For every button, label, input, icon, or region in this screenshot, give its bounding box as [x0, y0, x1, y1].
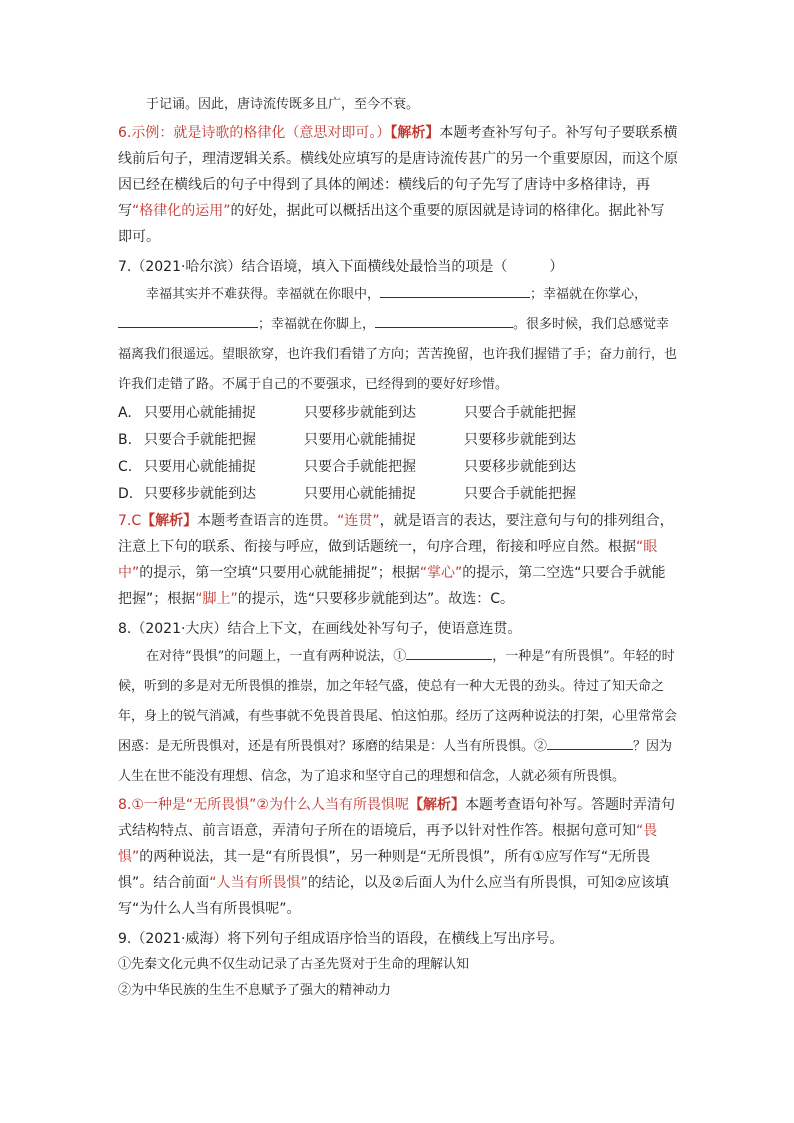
- option-item: 只要移步就能到达: [464, 432, 576, 448]
- q8-passage-part2: ，一种是“有所畏惧”。年轻的时候，听到的多是对无所畏惧的推崇，加之年轻气盛，使总有一种大无畏的劲头。待过了知天命之年，身上的锐气消减，有些事就不免畏首畏尾、怕这怕那。经历了这两种说法的打架，心里常常会困惑：是无所畏惧对，还是有所畏惧对？琢磨的结果是：人当有所畏惧。: [118, 649, 678, 754]
- option-item: 只要用心就能捕捉: [144, 405, 256, 421]
- option-item: 只要用心就能捕捉: [304, 432, 416, 448]
- option-item: 只要合手就能把握: [144, 432, 256, 448]
- q7-analysis: 的提示，选“只要移步就能到达”。故选：C。: [237, 591, 515, 607]
- q7-quote: “连贯”: [337, 513, 380, 529]
- q7-option-a[interactable]: [118, 400, 678, 427]
- q7-analysis: 的提示，第一空填“只要用心就能捕捉”；根据: [139, 565, 420, 581]
- q8-analysis: 本题考查语句补写。答题时弄清句式结构特点、前言语意，弄清句子所在的语境后，再予以针对性作答。根据句意可知: [118, 797, 675, 839]
- q7-option-c[interactable]: [118, 454, 678, 481]
- q7-passage-part2: ；幸福就在你掌心，: [530, 287, 648, 302]
- option-item: 只要合手就能把握: [464, 486, 576, 502]
- q7-passage-part1: 幸福其实并不难获得。幸福就在你眼中，: [146, 287, 381, 302]
- q6-quote: “格律化的运用”: [132, 203, 231, 219]
- q7-option-b[interactable]: [118, 427, 678, 454]
- q7-blank-2[interactable]: [118, 311, 258, 328]
- q7-answer: [118, 508, 678, 612]
- q7-options: [118, 400, 678, 508]
- option-label: A.: [118, 405, 132, 421]
- option-item: 只要用心就能捕捉: [144, 459, 256, 475]
- option-label: C.: [118, 459, 133, 475]
- document-page: [118, 92, 678, 1004]
- q8-blank-2[interactable]: [547, 733, 633, 750]
- option-item: 只要用心就能捕捉: [304, 486, 416, 502]
- q8-answer: [118, 792, 678, 922]
- q8-passage-part4: ？因为人生在世不能没有理想、信念，为了追求和坚守自己的理想和信念，人就必须有所畏惧。: [118, 739, 673, 784]
- q8-quote: “畏惧”: [118, 823, 658, 865]
- q7-passage: [118, 280, 678, 400]
- q7-analysis: 本题考查语言的连贯。: [197, 513, 338, 529]
- q8-analysis: 的结论，以及②后面人为什么应当有所畏惧，可知②应该填写“为什么人当有所畏惧呢”。: [118, 875, 669, 917]
- q8-answer-text: 8.①一种是“无所畏惧”②为什么人当有所畏惧呢: [118, 797, 409, 813]
- q8-stem: 8.（2021·大庆）结合上下文，在画线处补写句子，使语意连贯。: [118, 621, 522, 637]
- q7-passage-part3: ；幸福就在你脚上，: [258, 317, 376, 332]
- q6-answer-text: 示例：就是诗歌的格律化（意思对即可。）: [131, 125, 391, 141]
- q6-analysis-tag: 【解析】: [390, 125, 440, 141]
- q7-passage-part4: 。很多时候，我们总感觉幸福离我们很遥远。望眼欲穿，也许我们看错了方向；苦苦挽留，也许我们握错了手；奋力前行，也许我们走错了路。不属于自己的不要强求，已经得到的要好好珍惜。: [118, 317, 678, 392]
- q8-passage-part1: 在对待“畏惧”的问题上，一直有两种说法，①: [146, 649, 407, 664]
- question-7: [118, 254, 678, 612]
- option-label: B.: [118, 432, 133, 448]
- q6-analysis: 本题考查补写句子。补写句子要联系横线前后句子，理清逻辑关系。横线处应填写的是唐诗流传甚广的另一个重要原因，而这个原因已经在横线后的句子中得到了具体的阐述：横线后的句子先写了唐诗中多格律诗，再写: [118, 125, 678, 219]
- q8-passage: [118, 642, 678, 792]
- q5-tail: 于记诵。因此，唐诗流传既多且广，至今不衰。: [146, 97, 420, 112]
- q7-option-d[interactable]: [118, 481, 678, 508]
- q8-blank-1[interactable]: [406, 643, 492, 660]
- option-item: 只要合手就能把握: [464, 405, 576, 421]
- q9-sentence-1: ①先秦文化元典不仅生动记录了古圣先贤对于生命的理解认知: [118, 957, 470, 972]
- option-item: 只要移步就能到达: [464, 459, 576, 475]
- option-item: 只要合手就能把握: [304, 459, 416, 475]
- question-8: [118, 616, 678, 922]
- option-label: D.: [118, 486, 134, 502]
- q7-quote: “掌心”: [419, 565, 463, 581]
- q7-quote: “眼中”: [118, 539, 658, 581]
- q7-quote: “脚上”: [195, 591, 238, 607]
- q7-analysis-tag: 【解析】: [141, 513, 198, 529]
- q7-blank-3[interactable]: [375, 311, 513, 328]
- q7-stem: 7.（2021·哈尔滨）结合语境，填入下面横线处最恰当的项是（ ）: [118, 259, 564, 275]
- q7-analysis: ，就是语言的表达，要注意句与句的排列组合，注意上下句的联系、衔接与呼应，做到话题统一，句序合理，衔接和呼应自然。根据: [118, 513, 674, 555]
- question-9: [118, 926, 678, 1004]
- q6-answer: [118, 120, 678, 250]
- q6-analysis-end: 的好处，据此可以概括出这个重要的原因就是诗词的格律化。据此补写即可。: [118, 203, 665, 245]
- q7-blank-1[interactable]: [380, 281, 530, 298]
- q6-number: 6.: [118, 125, 132, 141]
- q8-analysis-tag: 【解析】: [408, 797, 465, 813]
- option-item: 只要移步就能到达: [144, 486, 256, 502]
- q8-quote: “人当有所畏惧”: [209, 875, 308, 891]
- q9-stem: 9.（2021·威海）将下列句子组成语序恰当的语段，在横线上写出序号。: [118, 931, 564, 947]
- q8-analysis: 的两种说法，其一是“有所畏惧”，另一种则是“无所畏惧”，所有①应写作写“无所畏惧”。结合前面: [118, 849, 651, 891]
- q7-analysis: 的提示，第二空选“只要合手就能把握”；根据: [118, 565, 666, 607]
- q9-sentence-2: ②为中华民族的生生不息赋予了强大的精神动力: [118, 983, 392, 998]
- option-item: 只要移步就能到达: [304, 405, 416, 421]
- q8-passage-part3: ②: [534, 739, 548, 754]
- q7-answer-number: 7.C: [118, 513, 142, 529]
